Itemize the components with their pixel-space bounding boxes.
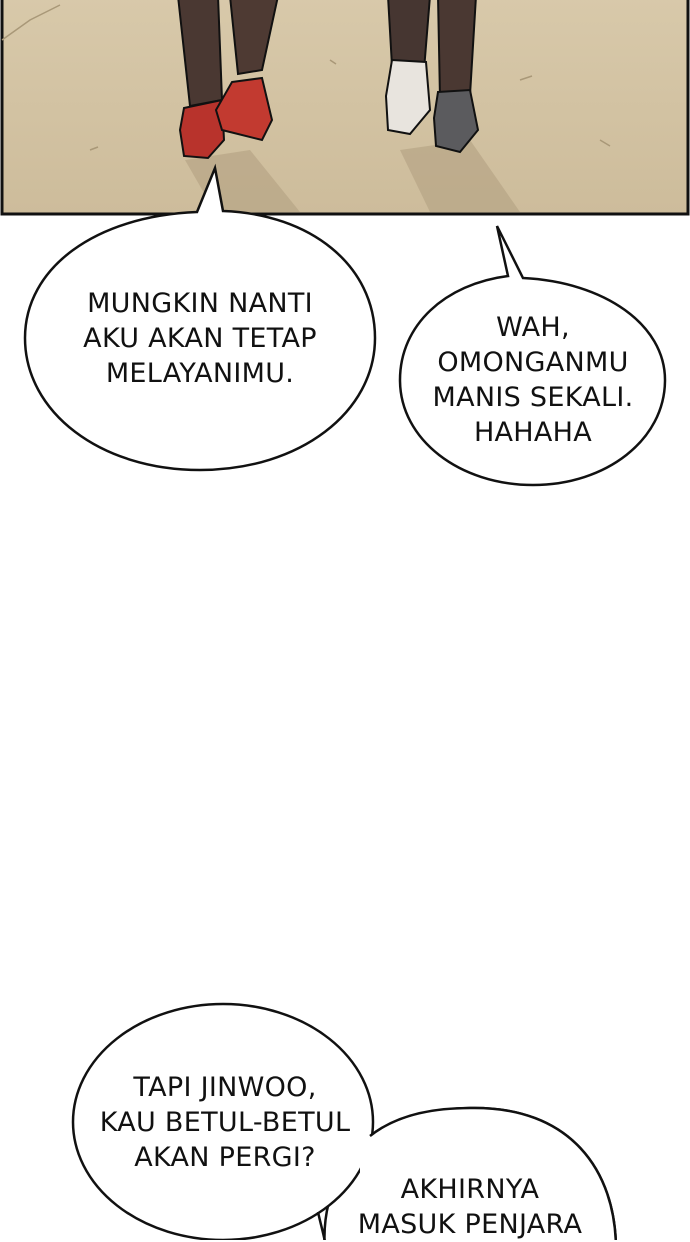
bubble-line: AKU AKAN TETAP — [83, 323, 317, 354]
bubble-left-text — [40, 286, 360, 391]
bubble-line: KAU BETUL-BETUL — [99, 1107, 351, 1138]
bubble-line: MANIS SEKALI. — [432, 382, 634, 413]
bubble-line: WAH, — [496, 312, 570, 343]
bubble-right-text — [402, 310, 664, 450]
bubble-line: MASUK PENJARA — [357, 1209, 583, 1240]
bubble-line: TAPI JINWOO, — [133, 1072, 317, 1103]
bubble-line: OMONGANMU — [437, 347, 629, 378]
bubble-bottom-right-text — [340, 1172, 600, 1242]
bubble-line: MELAYANIMU. — [105, 358, 295, 389]
bubble-line: AKAN PERGI? — [134, 1142, 316, 1173]
bubble-line: AKHIRNYA — [400, 1174, 540, 1205]
bubble-bottom-left-text — [80, 1070, 370, 1175]
bubble-line: MUNGKIN NANTI — [87, 288, 313, 319]
bubble-line: HAHAHA — [473, 417, 593, 448]
